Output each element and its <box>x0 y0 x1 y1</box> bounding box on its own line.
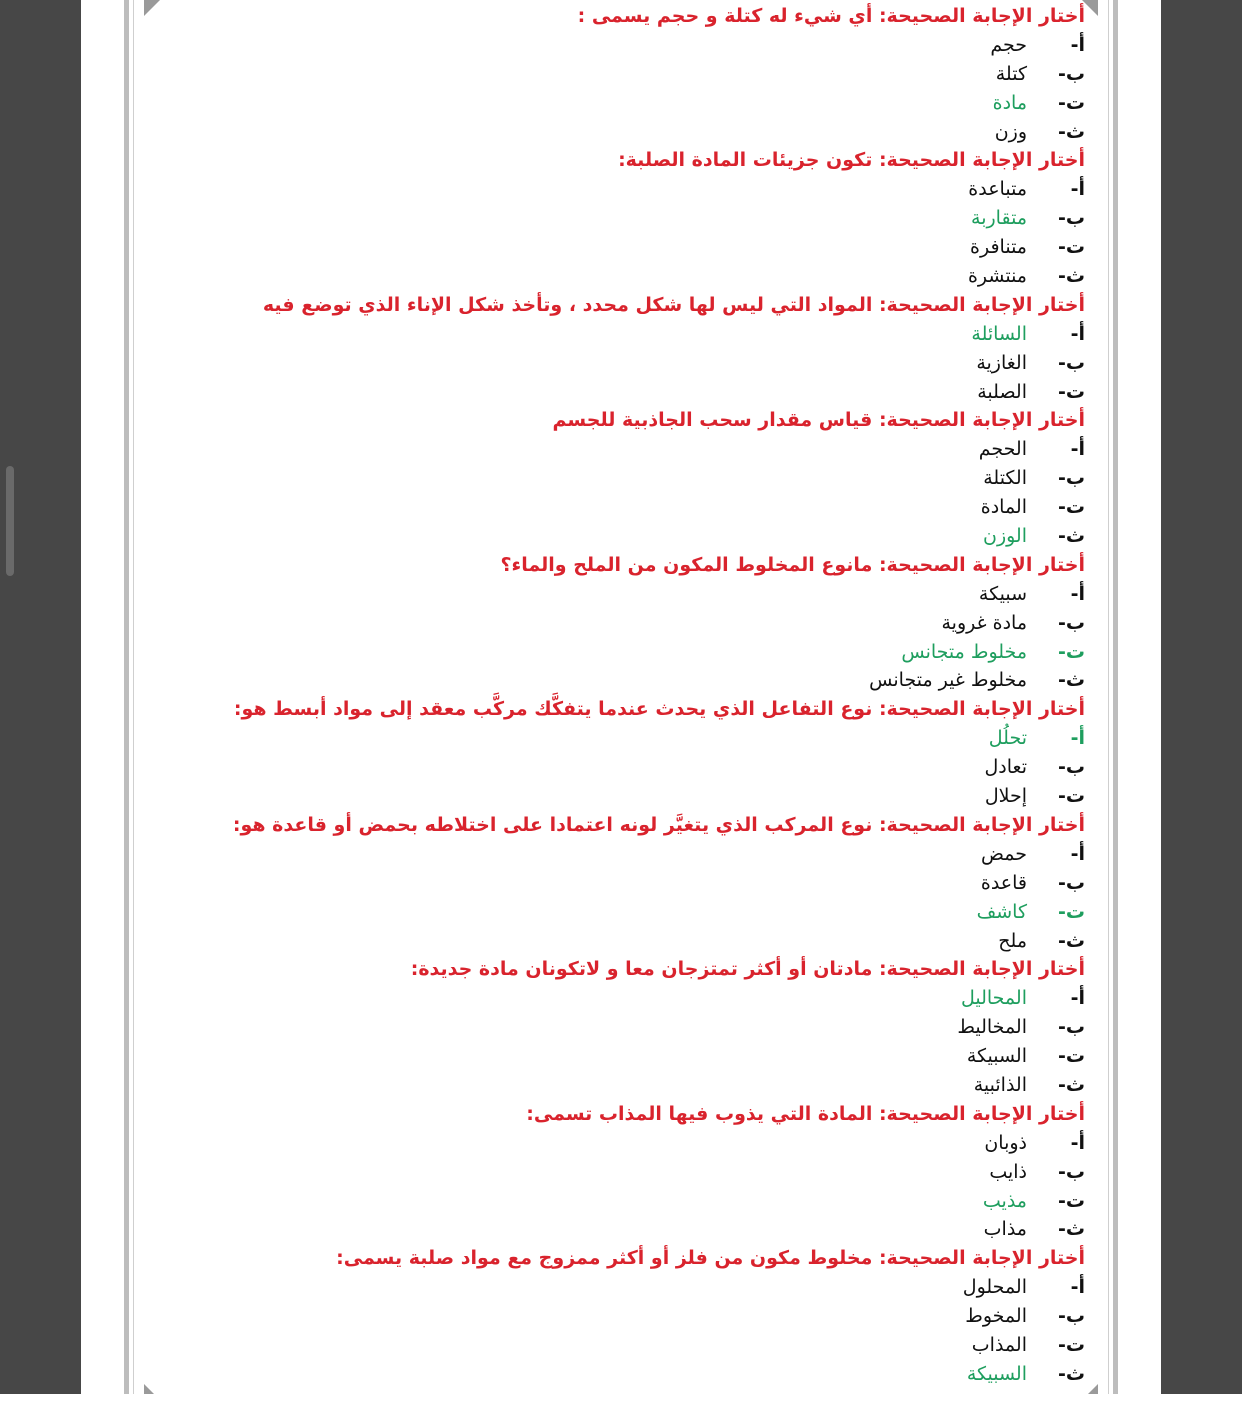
answer-option <box>185 31 1085 60</box>
answer-option <box>185 262 1085 291</box>
option-letter: أ- <box>1070 438 1085 461</box>
option-letter: ب- <box>1058 467 1085 490</box>
option-letter: ت- <box>1058 1045 1085 1068</box>
option-text: السائلة <box>971 322 1027 345</box>
option-text: إحلال <box>984 785 1027 808</box>
corner-ornament-bottom-left <box>144 1384 154 1394</box>
question-prompt: أختار الإجابة الصحيحة: أي شيء له كتلة و حجم يسمى : <box>577 5 1085 27</box>
option-text: ذايب <box>989 1160 1027 1183</box>
option-letter: ت- <box>1058 236 1085 259</box>
question-prompt: أختار الإجابة الصحيحة: تكون جزيئات المادة الصلبة: <box>618 149 1085 172</box>
option-letter: ت- <box>1058 1333 1085 1356</box>
option-letter: ت- <box>1058 900 1085 923</box>
answer-option-correct <box>185 204 1085 233</box>
option-letter: ب- <box>1058 756 1085 779</box>
answer-option <box>185 580 1085 609</box>
option-letter: ب- <box>1058 871 1085 894</box>
question-prompt: أختار الإجابة الصحيحة: مانوع المخلوط المكون من الملح والماء؟ <box>500 553 1085 576</box>
answer-option <box>185 666 1085 695</box>
option-text: كاشف <box>976 900 1027 923</box>
option-text: تحلُل <box>988 727 1027 750</box>
option-letter: أ- <box>1070 322 1085 345</box>
option-text: ذوبان <box>984 1131 1027 1154</box>
answer-option <box>185 1042 1085 1071</box>
answer-option-correct <box>185 320 1085 349</box>
answer-option <box>185 1215 1085 1244</box>
option-text: متنافرة <box>970 236 1027 259</box>
answer-option <box>185 1331 1085 1360</box>
option-text: الغازية <box>976 351 1027 374</box>
answer-option <box>185 1302 1085 1331</box>
option-letter: ب- <box>1058 62 1085 85</box>
option-text: المحلول <box>962 1276 1027 1299</box>
option-text: الحجم <box>978 438 1027 461</box>
option-letter: ث- <box>1058 525 1085 548</box>
option-text: المادة <box>980 496 1027 519</box>
answer-option <box>185 60 1085 89</box>
answer-option <box>185 1013 1085 1042</box>
option-letter: ب- <box>1058 351 1085 374</box>
answer-option <box>185 1129 1085 1158</box>
option-letter: أ- <box>1070 842 1085 865</box>
option-letter: ث- <box>1058 1362 1085 1385</box>
quiz-content <box>185 2 1085 1389</box>
option-letter: ت- <box>1058 496 1085 519</box>
answer-option-correct <box>185 984 1085 1013</box>
option-letter: ث- <box>1058 1218 1085 1241</box>
option-letter: ت- <box>1058 785 1085 808</box>
option-letter: ث- <box>1058 669 1085 692</box>
viewer-scrollbar-thumb[interactable] <box>6 466 14 576</box>
option-letter: أ- <box>1070 987 1085 1010</box>
option-text: مخلوط متجانس <box>901 640 1027 663</box>
answer-option <box>185 349 1085 378</box>
question-prompt: أختار الإجابة الصحيحة: نوع المركب الذي يتغيَّر لونه اعتمادا على اختلاطه بحمض أو قاعدة هو: <box>232 813 1085 836</box>
option-text: السبيكة <box>966 1362 1027 1385</box>
option-text: قاعدة <box>980 871 1027 894</box>
option-letter: ب- <box>1058 207 1085 230</box>
answer-option <box>185 609 1085 638</box>
option-text: وزن <box>994 120 1027 143</box>
option-letter: أ- <box>1070 1276 1085 1299</box>
question-prompt: أختار الإجابة الصحيحة: نوع التفاعل الذي يحدث عندما يتفكَّك مركَّب معقد إلى مواد أبسط هو: <box>233 698 1085 721</box>
option-text: مادة غروية <box>941 611 1027 634</box>
option-text: كتلة <box>995 62 1027 85</box>
option-text: السبيكة <box>966 1045 1027 1068</box>
option-letter: ث- <box>1058 120 1085 143</box>
option-text: المحاليل <box>960 987 1027 1010</box>
viewer-bottom-strip <box>0 1394 1242 1413</box>
answer-option <box>185 233 1085 262</box>
option-text: تعادل <box>984 756 1027 779</box>
answer-option <box>185 493 1085 522</box>
question-prompt: أختار الإجابة الصحيحة: المواد التي ليس لها شكل محدد ، وتأخذ شكل الإناء الذي توضع فيه <box>262 293 1085 316</box>
answer-option <box>185 175 1085 204</box>
option-letter: أ- <box>1070 727 1085 750</box>
option-text: سبيكة <box>978 582 1027 605</box>
option-text: المخاليط <box>957 1016 1027 1039</box>
option-text: مذاب <box>983 1218 1027 1241</box>
option-text: ملح <box>998 929 1027 952</box>
answer-option <box>185 378 1085 407</box>
answer-option <box>185 118 1085 147</box>
question-prompt: أختار الإجابة الصحيحة: قياس مقدار سحب الجاذبية للجسم <box>552 409 1085 432</box>
option-text: مخلوط غير متجانس <box>869 669 1027 692</box>
option-text: مذيب <box>982 1189 1027 1212</box>
option-letter: ب- <box>1058 1016 1085 1039</box>
option-letter: ث- <box>1058 1073 1085 1096</box>
option-text: مادة <box>992 91 1027 114</box>
option-letter: ت- <box>1058 380 1085 403</box>
option-text: متباعدة <box>968 178 1027 201</box>
option-text: حجم <box>990 33 1027 56</box>
answer-option <box>185 927 1085 956</box>
question-prompt: أختار الإجابة الصحيحة: المادة التي يذوب فيها المذاب تسمى: <box>526 1102 1085 1125</box>
option-letter: أ- <box>1070 582 1085 605</box>
answer-option-correct <box>185 898 1085 927</box>
answer-option <box>185 435 1085 464</box>
option-text: المذاب <box>971 1333 1027 1356</box>
answer-option <box>185 782 1085 811</box>
answer-option <box>185 1158 1085 1187</box>
answer-option <box>185 869 1085 898</box>
answer-option <box>185 1273 1085 1302</box>
option-text: منتشرة <box>967 265 1027 288</box>
option-text: الصلبة <box>977 380 1027 403</box>
option-letter: ث- <box>1058 929 1085 952</box>
option-text: متقاربة <box>971 207 1027 230</box>
option-letter: ث- <box>1058 265 1085 288</box>
option-letter: أ- <box>1070 33 1085 56</box>
answer-option-correct <box>185 89 1085 118</box>
option-letter: ب- <box>1058 611 1085 634</box>
answer-option <box>185 840 1085 869</box>
option-text: الكتلة <box>983 467 1027 490</box>
answer-option-correct <box>185 1187 1085 1216</box>
option-text: الوزن <box>982 525 1027 548</box>
option-letter: ب- <box>1058 1305 1085 1328</box>
option-letter: أ- <box>1070 178 1085 201</box>
answer-option-correct <box>185 638 1085 667</box>
option-letter: ت- <box>1058 91 1085 114</box>
option-text: الذائبية <box>973 1073 1027 1096</box>
question-prompt: أختار الإجابة الصحيحة: مخلوط مكون من فلز أو أكثر ممزوج مع مواد صلبة يسمى: <box>336 1247 1085 1270</box>
answer-option-correct <box>185 1360 1085 1389</box>
answer-option <box>185 1071 1085 1100</box>
answer-option <box>185 753 1085 782</box>
answer-option-correct <box>185 522 1085 551</box>
option-letter: ب- <box>1058 1160 1085 1183</box>
option-text: حمض <box>980 842 1027 865</box>
corner-ornament-top-left <box>144 0 160 16</box>
answer-option-correct <box>185 724 1085 753</box>
option-text: المخوط <box>965 1305 1027 1328</box>
corner-ornament-bottom-right <box>1088 1384 1098 1394</box>
option-letter: ت- <box>1058 640 1085 663</box>
option-letter: أ- <box>1070 1131 1085 1154</box>
option-letter: ت- <box>1058 1189 1085 1212</box>
question-prompt: أختار الإجابة الصحيحة: مادتان أو أكثر تمتزجان معا و لاتكونان مادة جديدة: <box>410 958 1085 981</box>
answer-option <box>185 464 1085 493</box>
